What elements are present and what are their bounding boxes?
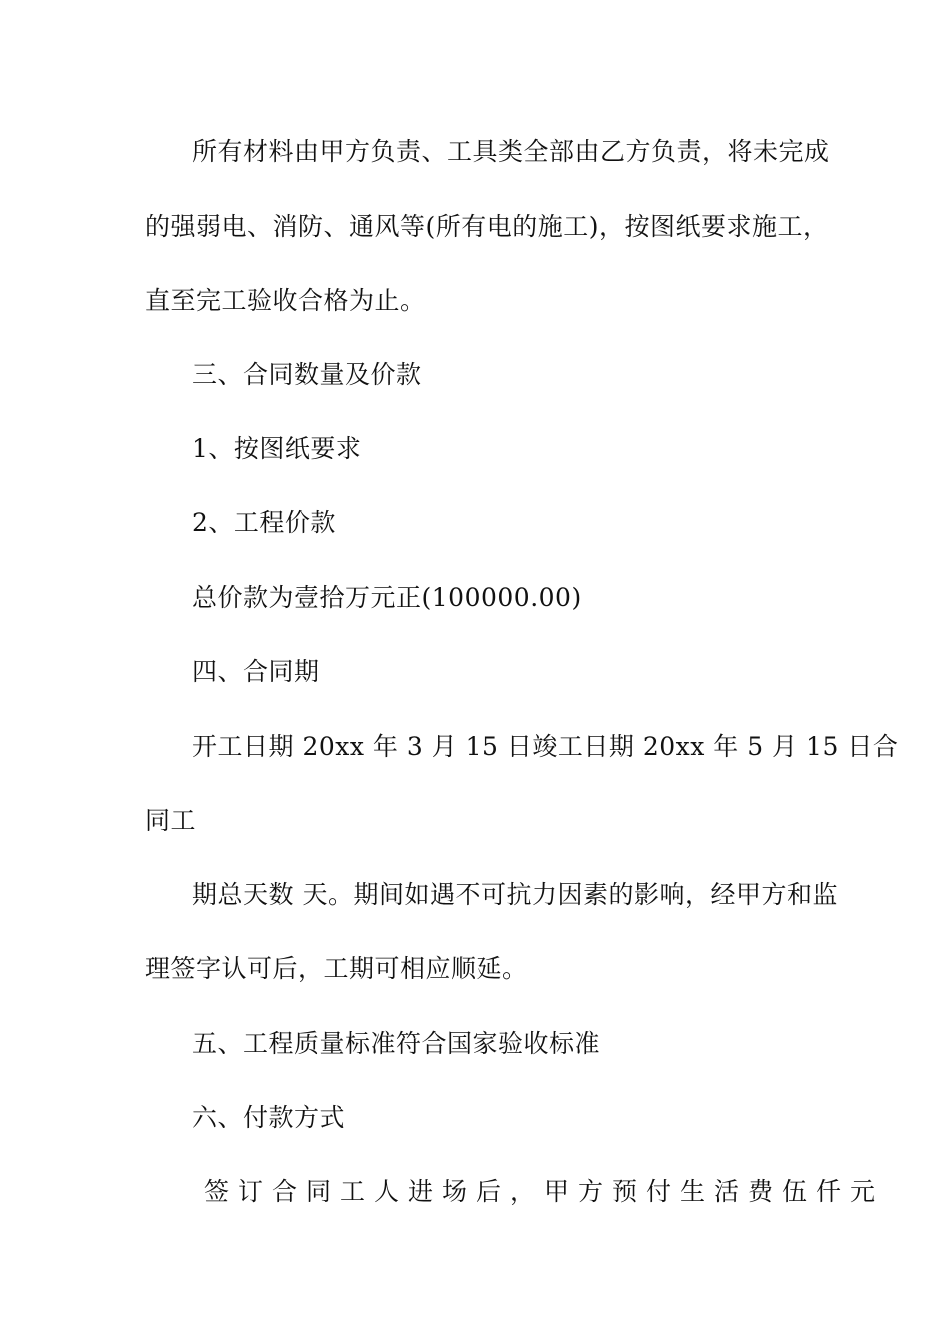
section-heading-payment-method: 六、付款方式 — [192, 1103, 346, 1132]
paragraph-dates-line-2: 同工 — [145, 806, 197, 835]
paragraph-duration-line-1: 期总天数 天。期间如遇不可抗力因素的影响，经甲方和监 — [192, 880, 838, 909]
paragraph-dates-line-1: 开工日期 20xx 年 3 月 15 日竣工日期 20xx 年 5 月 15 日合 — [192, 732, 899, 761]
total-price-text: 总价款为壹拾万元正(100000.00) — [192, 583, 582, 612]
paragraph-payment-line-1: 签订合同工人进场后，甲方预付生活费伍仟元 — [204, 1177, 885, 1206]
paragraph-materials-line-2: 的强弱电、消防、通风等(所有电的施工)，按图纸要求施工， — [145, 212, 829, 241]
paragraph-duration-line-2: 理签字认可后，工期可相应顺延。 — [145, 954, 528, 983]
list-item-drawings: 1、按图纸要求 — [192, 434, 362, 463]
section-heading-contract-period: 四、合同期 — [192, 657, 320, 686]
list-item-project-price: 2、工程价款 — [192, 508, 336, 537]
paragraph-materials-line-1: 所有材料由甲方负责、工具类全部由乙方负责，将未完成 — [192, 137, 830, 166]
section-heading-quantity-price: 三、合同数量及价款 — [192, 360, 422, 389]
section-heading-quality-standard: 五、工程质量标准符合国家验收标准 — [192, 1029, 601, 1058]
paragraph-materials-line-3: 直至完工验收合格为止。 — [145, 286, 426, 315]
